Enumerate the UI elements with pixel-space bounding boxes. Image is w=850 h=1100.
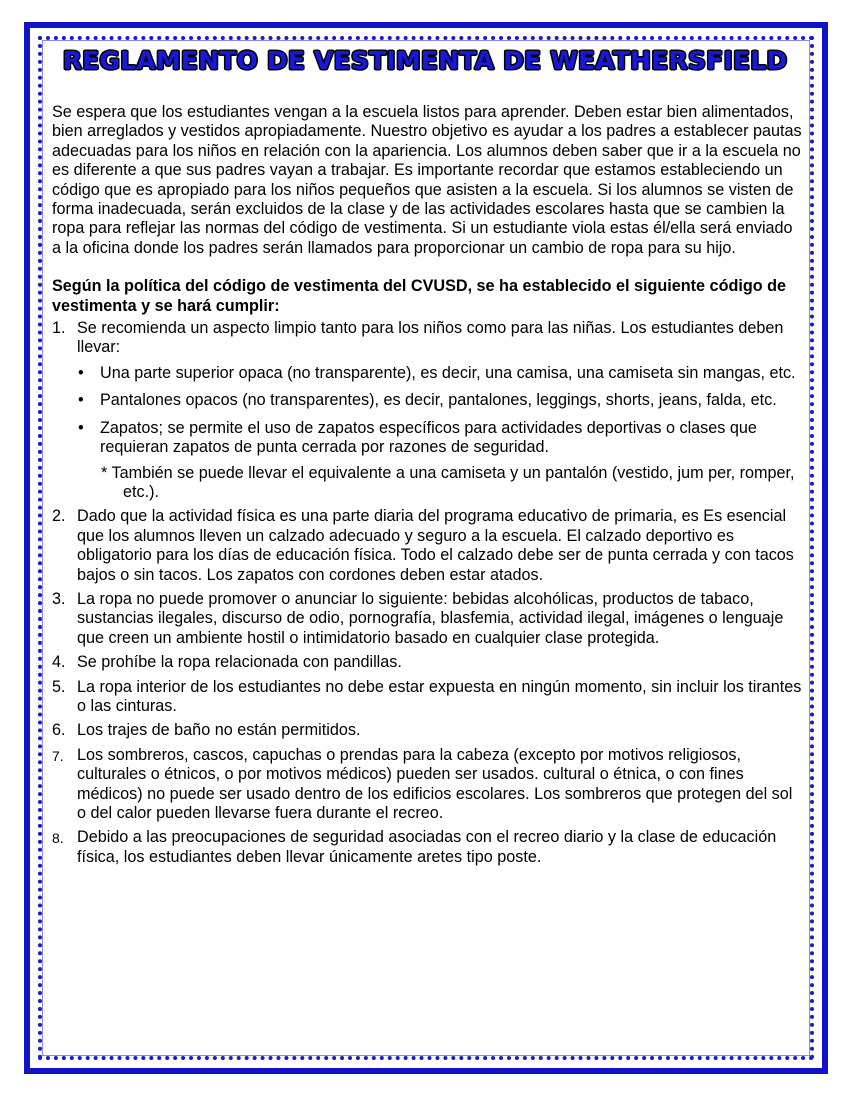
rule-item	[52, 746, 804, 824]
rule-text: La ropa no puede promover o anunciar lo siguiente: bebidas alcohólicas, productos de tabaco, sustancias ilegales, discurso de odio, pornografía, blasfemia, actividad ilegal, imágenes o lenguaje que creen un ambiente hostil o intimidatorio basado en cualquier clase protegida.	[77, 589, 784, 647]
rule-text: La ropa interior de los estudiantes no debe estar expuesta en ningún momento, sin incluir los tirantes o las cinturas.	[77, 677, 802, 715]
rule-text: Los sombreros, cascos, capuchas o prendas para la cabeza (excepto por motivos religiosos, culturales o étnicos, o por motivos médicos) pueden ser usados. cultural o étnica, o con fines médicos) no puede ser usado dentro de los edificios escolares. Los sombreros que protegen del sol o del calor pueden llevarse fuera durante el recreo.	[77, 745, 793, 822]
rule-number: 5.	[52, 677, 66, 696]
bullet-item	[77, 364, 804, 383]
rule-item	[52, 590, 804, 648]
rule-text: Se prohíbe la ropa relacionada con pandillas.	[77, 653, 402, 672]
rule-item	[52, 678, 804, 717]
rule-number: 6.	[52, 721, 66, 740]
document-body	[52, 103, 804, 872]
bullet-text: Pantalones opacos (no transparentes), es decir, pantalones, leggings, shorts, jeans, falda, etc.	[100, 391, 777, 410]
rule-number: 1.	[52, 319, 66, 338]
rule-number: 8.	[52, 830, 64, 847]
bullet-dot-icon: •	[78, 418, 84, 437]
bullet-dot-icon: •	[78, 363, 84, 382]
rule-bullets	[77, 364, 804, 458]
rule-text: Se recomienda un aspecto limpio tanto para los niños como para las niñas. Los estudiantes deben llevar:	[77, 319, 784, 357]
rule-number: 3.	[52, 589, 66, 608]
rule-number: 7.	[52, 747, 64, 764]
rule-number: 2.	[52, 507, 66, 526]
rule-item	[52, 507, 804, 585]
bullet-text: Una parte superior opaca (no transparente), es decir, una camisa, una camiseta sin mangas, etc.	[100, 363, 796, 382]
rule-text: Los trajes de baño no están permitidos.	[77, 721, 361, 740]
bullet-item	[77, 419, 804, 458]
bullet-dot-icon: •	[78, 391, 84, 410]
rule-item	[52, 653, 804, 672]
intro-paragraph: Se espera que los estudiantes vengan a la escuela listos para aprender. Deben estar bien alimentados, bien arreglados y vestidos apropiadamente. Nuestro objetivo es ayudar a los padres a establecer pautas adecuadas para los niños en relación con la apariencia. Los alumnos deben saber que ir a la escuela no es diferente a que sus padres vayan a trabajar. Es importante recordar que estamos estableciendo un código que es apropiado para los niños pequeños que asisten a la escuela. Si los alumnos se visten de forma inadecuada, serán excluidos de la clase y de las actividades escolares hasta que se cambien la ropa para reflejar las normas del código de vestimenta. Si un estudiante viola estas él/ella será enviado a la oficina donde los padres serán llamados para proporcionar un cambio de ropa para su hijo.	[52, 103, 802, 257]
bullet-text: Zapatos; se permite el uso de zapatos específicos para actividades deportivas o clases que requieran zapatos de punta cerrada por razones de seguridad.	[100, 418, 757, 457]
rule-text: Debido a las preocupaciones de seguridad asociadas con el recreo diario y la clase de educación física, los estudiantes deben llevar únicamente aretes tipo poste.	[77, 828, 777, 866]
rule-item	[52, 828, 804, 867]
rule-text: Dado que la actividad física es una parte diaria del programa educativo de primaria, es Es esencial que los alumnos lleven un calzado adecuado y seguro a la escuela. El calzado deportivo es obligatorio para los días de educación física. Todo el calzado debe ser de punta cerrada y con tacos bajos o sin tacos. Los zapatos con cordones deben estar atados.	[77, 507, 794, 584]
rule-item	[52, 721, 804, 740]
rule-number: 4.	[52, 653, 66, 672]
bullet-item	[77, 391, 804, 410]
rule-item	[52, 319, 804, 502]
rules-list	[52, 319, 804, 867]
policy-heading: Según la política del código de vestimenta del CVUSD, se ha establecido el siguiente código de vestimenta y se hará cumplir:	[52, 277, 787, 315]
page-title: REGLAMENTO DE VESTIMENTA DE WEATHERSFIELD	[62, 46, 788, 75]
rule-note: * También se puede llevar el equivalente a una camiseta y un pantalón (vestido, jum per, romper, etc.).	[101, 463, 795, 501]
